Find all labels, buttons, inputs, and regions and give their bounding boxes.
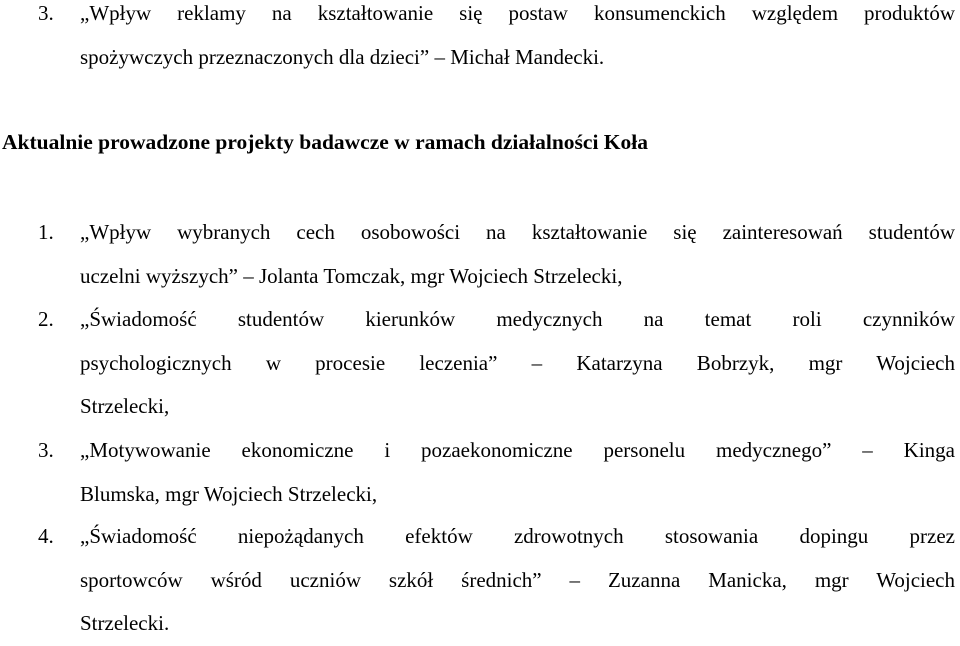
list-item-number: 3. [38, 1, 54, 25]
list-item-line: Blumska, mgr Wojciech Strzelecki, [80, 481, 378, 506]
list-item-line: „Świadomość studentów kierunków medycznych na temat roli czynników [80, 307, 955, 331]
list-item-text [80, 211, 955, 298]
list-item-line: Strzelecki, [80, 394, 170, 418]
section-heading: Aktualnie prowadzone projekty badawcze w ramach działalności Koła [2, 130, 648, 154]
list-item-text [80, 298, 955, 429]
list-item-line: uczelni wyższych” – Jolanta Tomczak, mgr Wojciech Strzelecki, [80, 263, 623, 288]
list-item-line: „Świadomość niepożądanych efektów zdrowotnych stosowania dopingu przez [80, 524, 955, 548]
list-item-number: 1. [38, 220, 54, 244]
list-item-line: „Motywowanie ekonomiczne i pozaekonomiczne personelu medycznego” – Kinga [80, 438, 955, 462]
list-item-number: 4. [38, 524, 54, 548]
list-item-line: spożywczych przeznaczonych dla dzieci” – Michał Mandecki. [80, 44, 605, 69]
list-item-line: Strzelecki. [80, 611, 170, 635]
list-item-text [80, 515, 955, 646]
list-item-line: „Wpływ reklamy na kształtowanie się postaw konsumenckich względem produktów [80, 1, 955, 25]
list-item-number: 2. [38, 307, 54, 331]
list-item-number: 3. [38, 438, 54, 462]
list-item-line: psychologicznych w procesie leczenia” – Katarzyna Bobrzyk, mgr Wojciech [80, 350, 955, 375]
list-item-text [80, 429, 955, 516]
list-item-line: sportowców wśród uczniów szkół średnich” – Zuzanna Manicka, mgr Wojciech [80, 567, 955, 592]
list-item-line: „Wpływ wybranych cech osobowości na kształtowanie się zainteresowań studentów [80, 220, 955, 244]
list-item-text [80, 0, 955, 79]
